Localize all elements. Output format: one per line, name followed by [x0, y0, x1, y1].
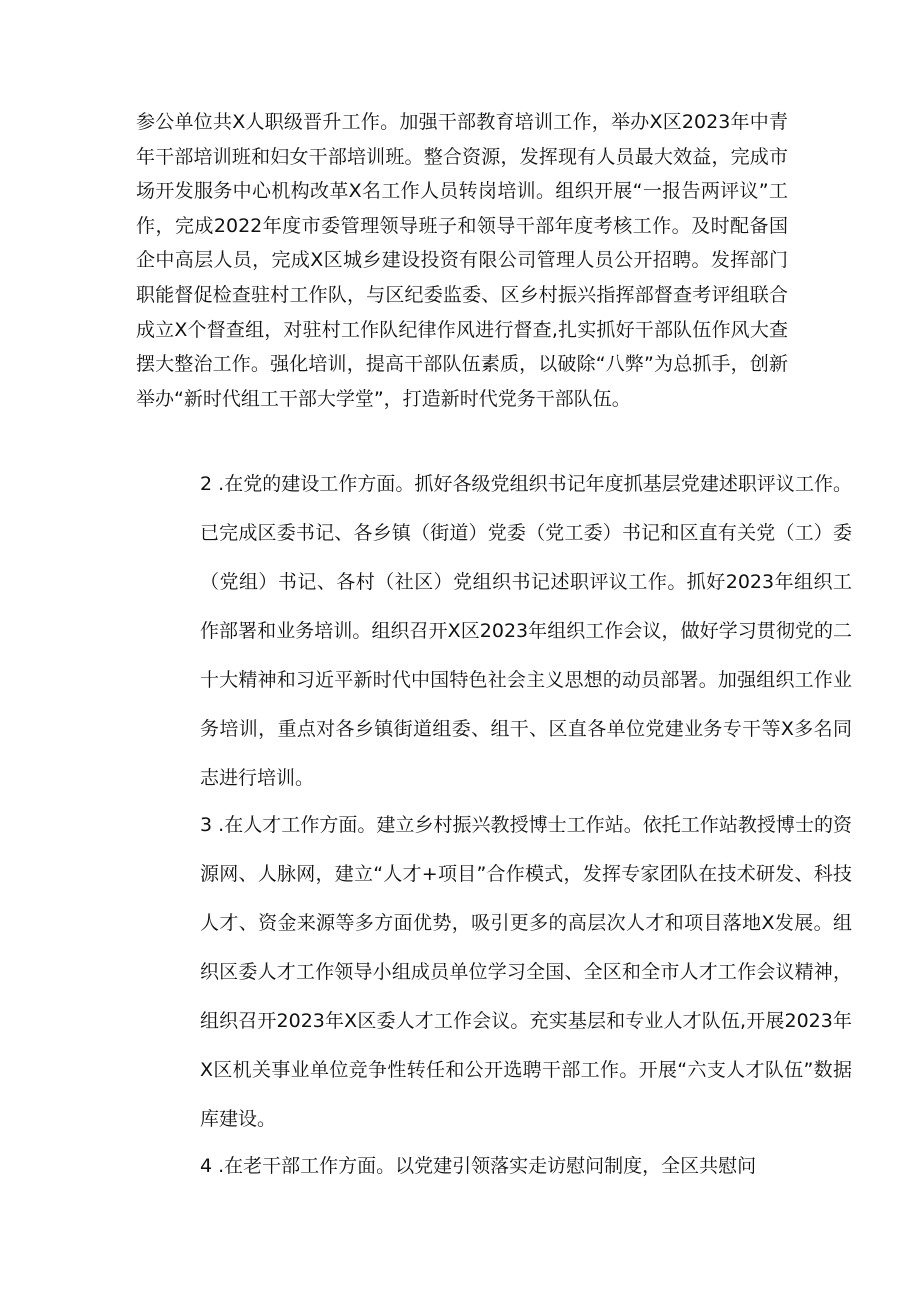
paragraph-cadre-training: 参公单位共X人职级晋升工作。加强干部教育培训工作，举办X区2023年中青年干部培训班和妇女干部培训班。整合资源，发挥现有人员最大效益，完成市场开发服务中心机构改革X名工作人员转岗培训。组织开展“一报告两评议”工作，完成2022年度市委管理领导班子和领导干部年度考核工作。及时配备国企中高层人员，完成X区城乡建设投资有限公司管理人员公开招聘。发挥部门职能督促检查驻村工作队，与区纪委监委、区乡村振兴指挥部督查考评组联合成立X个督查组，对驻村工作队纪律作风进行督查,扎实抓好干部队伍作风大查摆大整治工作。强化培训，提高干部队伍素质，以破除“八弊”为总抓手，创新举办“新时代组工干部大学堂”，打造新时代党务干部队伍。 — [136, 111, 788, 410]
paragraph-talent-work: 3 .在人才工作方面。建立乡村振兴教授博士工作站。依托工作站教授博士的资源网、人脉网，建立“人才+项目”合作模式，发挥专家团队在技术研发、科技人才、资金来源等多方面优势，吸引更多的高层次人才和项目落地X发展。组织区委人才工作领导小组成员单位学习全国、全区和全市人才工作会议精神，组织召开2023年X区委人才工作会议。充实基层和专业人才队伍,开展2023年X区机关事业单位竞争性转任和公开选聘干部工作。开展“六支人才队伍”数据库建设。 — [200, 814, 852, 1130]
paragraph-veteran-cadres: 4 .在老干部工作方面。以党建引领落实走访慰问制度，全区共慰问 — [200, 1155, 757, 1177]
paragraph-party-building: 2 .在党的建设工作方面。抓好各级党组织书记年度抓基层党建述职评议工作。已完成区委书记、各乡镇（街道）党委（党工委）书记和区直有关党（工）委（党组）书记、各村（社区）党组织书记述职评议工作。抓好2023年组织工作部署和业务培训。组织召开X区2023年组织工作会议，做好学习贯彻党的二十大精神和习近平新时代中国特色社会主义思想的动员部署。加强组织工作业务培训，重点对各乡镇街道组委、组干、区直各单位党建业务专干等X多名同志进行培训。 — [200, 473, 852, 789]
